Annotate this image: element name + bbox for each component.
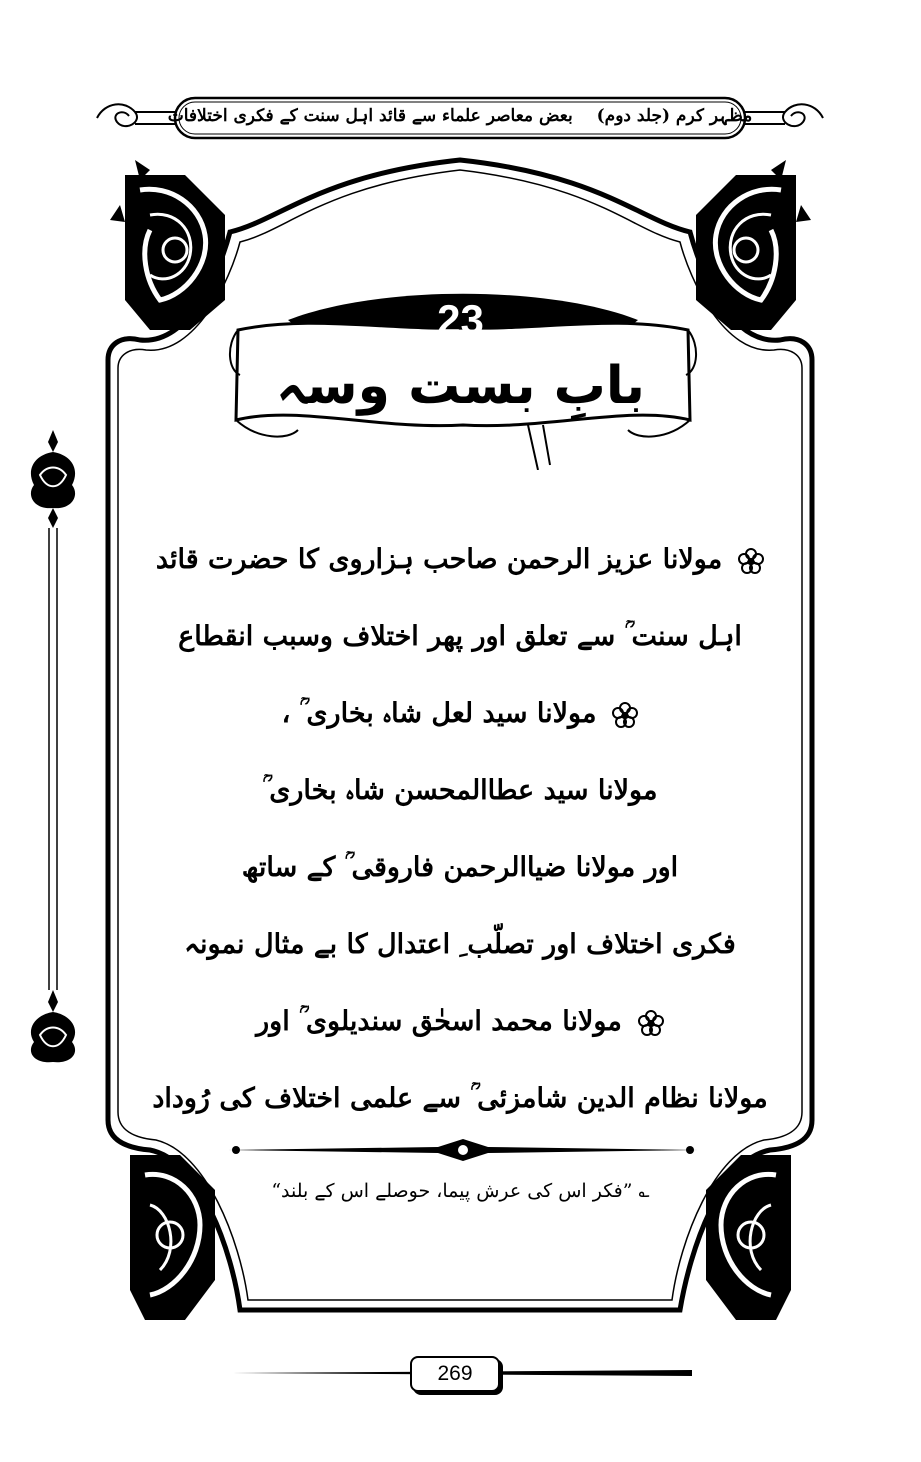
flower-bullet-icon <box>638 1010 664 1036</box>
flower-bullet-icon <box>738 548 764 574</box>
content-line <box>150 607 770 684</box>
side-ornament <box>22 430 84 1070</box>
page-number: 269 <box>410 1356 500 1392</box>
chapter-title: بابِ بست وسہ <box>276 356 645 416</box>
chapter-number: 23 <box>437 296 484 343</box>
content-text: مولانا سید لعل شاہ بخاری ؒ ، <box>281 698 597 729</box>
running-title: بعض معاصر علماء سے قائد اہل سنت کے فکری اختلافات <box>167 106 573 126</box>
chapter-contents <box>150 530 770 1146</box>
content-line <box>150 992 770 1069</box>
content-text: فکری اختلاف اور تصلّب ِ اعتدال کا بے مثال نمونہ <box>184 929 736 960</box>
content-line <box>150 838 770 915</box>
content-line <box>150 530 770 607</box>
flower-bullet-icon <box>612 702 638 728</box>
content-text: اور مولانا ضیاالرحمن فاروقی ؒ کے ساتھ <box>241 852 679 883</box>
poetic-quote: ؎ ”فکر اس کی عرش پیما، حوصلے اس کے بلند“ <box>271 1180 650 1202</box>
content-text: مولانا نظام الدین شامزئی ؒ سے علمی اختلاف کی رُوداد <box>152 1083 768 1114</box>
content-line <box>150 684 770 761</box>
book-title: مظہر کرم (جلد دوم) <box>596 106 753 126</box>
ornamental-divider <box>228 1135 698 1165</box>
content-line <box>150 915 770 992</box>
content-text: مولانا سید عطاالمحسن شاہ بخاری ؒ <box>262 775 658 806</box>
content-text: مولانا محمد اسحٰق سندیلوی ؒ اور <box>256 1006 622 1037</box>
content-line <box>150 761 770 838</box>
content-text: اہل سنت ؒ سے تعلق اور پھر اختلاف وسبب انقطاع <box>178 621 742 652</box>
content-text: مولانا عزیز الرحمن صاحب ہزاروی کا حضرت قائد <box>155 544 723 575</box>
